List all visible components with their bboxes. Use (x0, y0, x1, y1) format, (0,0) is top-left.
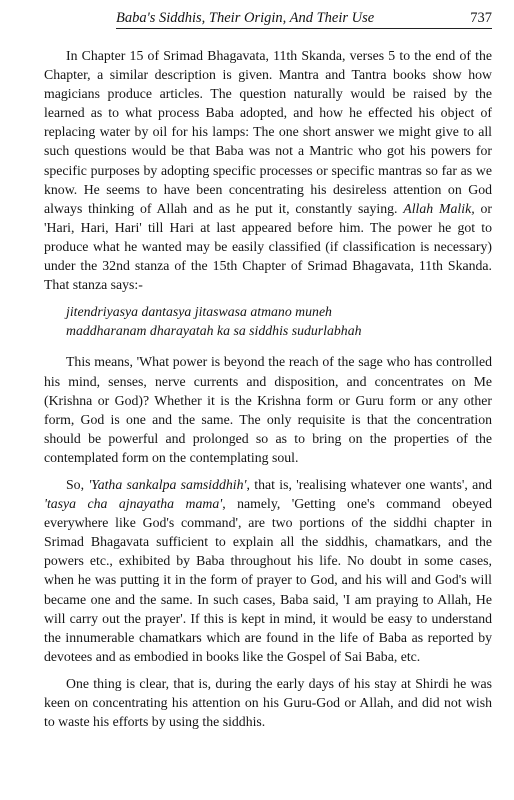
page-body (44, 46, 492, 739)
paragraph-3-a: So, (66, 476, 89, 492)
page-header (116, 8, 492, 29)
paragraph-1-rest: or 'Hari, Hari, Hari' till Hari at last appeared before him. The power he got to produce what he wanted may be easily classified (if classification is necessary) under the 32nd stanza of the 15th Chapter of Srimad Bhagavata, 11th Skanda. That stanza says:- (44, 200, 492, 293)
paragraph-3-b: , that is, 'realising whatever one wants', and (246, 476, 492, 492)
page-number: 737 (470, 10, 492, 26)
paragraph-1 (44, 46, 492, 294)
paragraph-4: One thing is clear, that is, during the early days of his stay at Shirdi he was keen on concentrating his attention on his Guru-God or Allah, and did not wish to waste his efforts by using the siddhis. (44, 675, 492, 730)
sanskrit-verse (44, 302, 492, 340)
paragraph-2: This means, 'What power is beyond the reach of the sage who has controlled his mind, senses, nerve currents and disposition, and concentrates on Me (Krishna or God)? Whether it is the Krishna form or Guru form or any other form, God is one and the same. The only requisite is that the concentration should be powerful and prolonged so as to bring on the properties of the contemplated form on the contemplating soul. (44, 354, 492, 465)
running-title: Baba's Siddhis, Their Origin, And Their Use (116, 10, 375, 26)
paragraph-1-italic: Allah Malik, (403, 200, 475, 216)
paragraph-3-italic-1: 'Yatha sankalpa samsiddhih' (88, 476, 247, 492)
paragraph-1-text: In Chapter 15 of Srimad Bhagavata, 11th Skanda, verses 5 to the end of the Chapter, a similar description is given. Mantra and Tantra books show how magicians produce articles. The question naturally would be raised by the learned as to what process Baba adopted, and how he effected his object of replacing water by oil for his lamps: The one short answer we might give to all such questions would be that Baba was not a Mantric who got his powers for specific purposes by adopting specific processes or specific mantras so far as we know. He seems to have been concentrating his desireless attention on God always thinking of Allah and as he put it, constantly saying. (44, 48, 492, 216)
paragraph-3-italic-2: 'tasya cha ajnayatha mama' (44, 496, 223, 512)
paragraph-3 (44, 475, 492, 666)
verse-line-2: maddharanam dharayatah ka sa siddhis sudurlabhah (66, 323, 362, 339)
verse-line-1: jitendriyasya dantasya jitaswasa atmano muneh (66, 304, 332, 320)
paragraph-3-c: , namely, 'Getting one's command obeyed everywhere like God's command', are two portions of the siddhi chapter in Srimad Bhagavata sufficient to explain all the siddhis, chamatkars, and the powers etc., exhibited by Baba throughout his life. No doubt in some cases, when he was putting it in the form of prayer to God, and his will and God's will became one and the same. In such cases, Baba said, 'I am praying to Allah, He will carry out the prayer'. If this is kept in mind, it would be easy to understand the innumerable chamatkars which are found in the life of Baba as reported by devotees and as embodied in books like the Gospel of Sai Baba, etc. (44, 496, 492, 664)
